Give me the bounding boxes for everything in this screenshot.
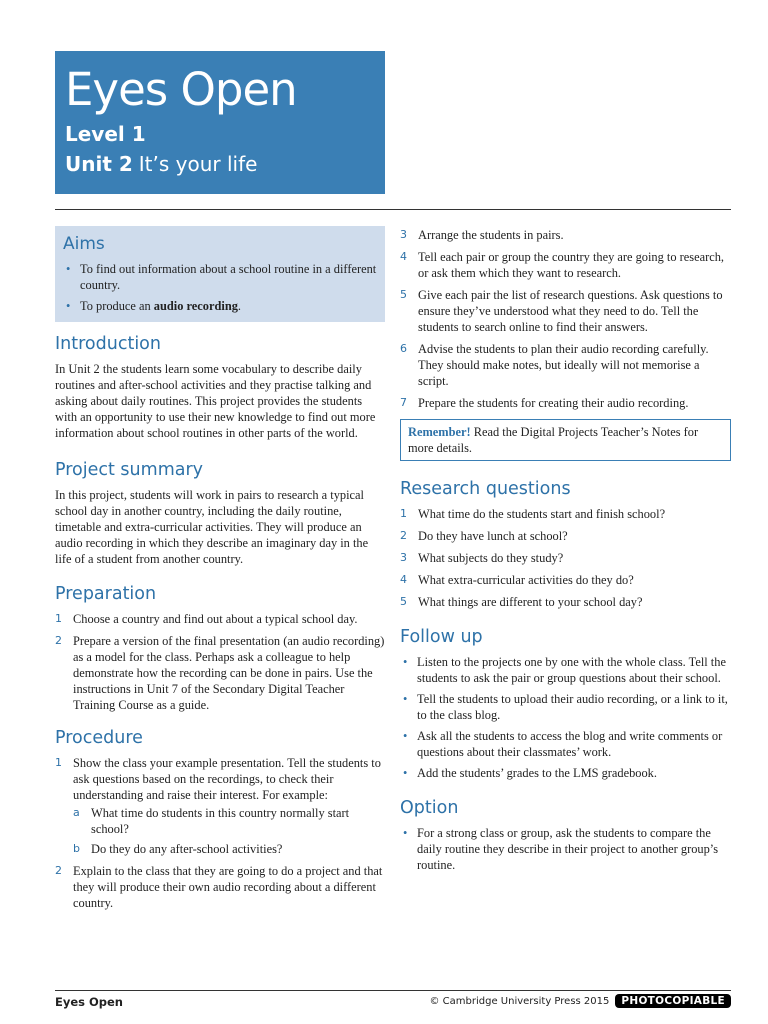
- item-text: What extra-curricular activities do they do?: [418, 573, 634, 587]
- item-number: 5: [400, 595, 407, 608]
- sub-item: [73, 805, 385, 837]
- introduction-text: In Unit 2 the students learn some vocabulary to describe daily routines and after-school activities and they practise talking and asking about daily routines. This project provides the students with an opportunity to use their new knowledge to find out more information about school routines in other parts of the world.: [55, 362, 376, 440]
- list-item: [400, 765, 732, 781]
- item-text: Do they have lunch at school?: [418, 529, 568, 543]
- item-text: Give each pair the list of research questions. Ask questions to ensure they’ve understood what they need to do. Tell the students to search online to find their answers.: [418, 288, 723, 334]
- procedure-list-right: [400, 227, 732, 411]
- list-item: [55, 611, 385, 627]
- unit-heading: [65, 149, 385, 179]
- item-text: Show the class your example presentation. Tell the students to ask questions based on the recordings, to check their understanding and raise their interest. For example:: [73, 756, 381, 802]
- item-text: Explain to the class that they are going to do a project and that they will produce their own audio recording about a different country.: [73, 864, 383, 910]
- remember-label: Remember!: [408, 425, 471, 439]
- aims-list: [63, 261, 377, 314]
- list-item: [63, 261, 377, 293]
- aims-box: [55, 226, 385, 322]
- list-item: [55, 863, 385, 911]
- item-text: Choose a country and find out about a typical school day.: [73, 612, 358, 626]
- item-text: Tell the students to upload their audio recording, or a link to it, to the class blog.: [417, 692, 728, 722]
- sub-item-letter: b: [73, 842, 80, 855]
- item-number: 6: [400, 342, 407, 355]
- item-number: 4: [400, 573, 407, 586]
- aim-bold-text: audio recording: [153, 299, 238, 313]
- left-column: [55, 226, 385, 917]
- right-column: [400, 227, 732, 878]
- item-number: 3: [400, 551, 407, 564]
- item-number: 5: [400, 288, 407, 301]
- research-questions-heading: Research questions: [400, 479, 571, 499]
- sub-item-letter: a: [73, 806, 80, 819]
- item-number: 3: [400, 228, 407, 241]
- list-item: [55, 633, 385, 713]
- list-item: [400, 654, 732, 686]
- procedure-heading: Procedure: [55, 728, 143, 748]
- item-text: Advise the students to plan their audio recording carefully. They should make notes, but ideally will not memorise a script.: [418, 342, 709, 388]
- list-item: [400, 341, 732, 389]
- list-item: [400, 691, 732, 723]
- list-item: [400, 249, 732, 281]
- procedure-sublist: [73, 805, 385, 857]
- follow-up-heading: Follow up: [400, 627, 483, 647]
- unit-label: Unit 2: [65, 152, 133, 176]
- item-text: For a strong class or group, ask the students to compare the daily routine they describe in their project to another group’s routine.: [417, 826, 719, 872]
- aims-title: Aims: [63, 234, 105, 254]
- item-text: Prepare a version of the final presentation (an audio recording) as a model for the class. Perhaps ask a colleague to help demonstrate how the recording can be done in pairs. Use the instructions in Unit 7 of the Secondary Digital Teacher Training Course as a guide.: [73, 634, 385, 712]
- project-summary-heading: Project summary: [55, 460, 204, 480]
- sub-item: [73, 841, 385, 857]
- header-banner: [55, 51, 385, 194]
- research-questions-list: [400, 506, 732, 610]
- follow-up-list: [400, 654, 732, 781]
- aim-text: To produce an: [80, 299, 154, 313]
- list-item: [400, 227, 732, 243]
- course-title: Eyes Open: [65, 63, 297, 116]
- item-text: Add the students’ grades to the LMS gradebook.: [417, 766, 657, 780]
- list-item: [400, 550, 732, 566]
- list-item: [55, 755, 385, 857]
- item-number: 1: [400, 507, 407, 520]
- aim-text: To find out information about a school routine in a different country.: [80, 262, 377, 292]
- sub-item-text: Do they do any after-school activities?: [91, 842, 283, 856]
- aim-text-end: .: [237, 299, 242, 313]
- list-item: [400, 594, 732, 610]
- top-divider: [55, 209, 731, 210]
- item-number: 7: [400, 396, 407, 409]
- preparation-heading: Preparation: [55, 584, 157, 604]
- list-item: [400, 825, 732, 873]
- copyright-text: © Cambridge University Press 2015: [429, 995, 610, 1007]
- item-number: 1: [55, 756, 62, 769]
- item-text: What time do the students start and finish school?: [418, 507, 666, 521]
- list-item: [400, 506, 732, 522]
- preparation-list: [55, 611, 385, 713]
- item-text: What things are different to your school day?: [418, 595, 643, 609]
- remember-box: [400, 419, 731, 461]
- list-item: [400, 528, 732, 544]
- footer-brand: Eyes Open: [55, 995, 123, 1009]
- item-text: What subjects do they study?: [418, 551, 564, 565]
- project-summary-text: In this project, students will work in pairs to research a typical school day in another country, including the daily routine, timetable and extra-curricular activities. They will produce an audio recording in which they describe an imaginary day in the life of a student from another country.: [55, 488, 369, 566]
- remember-text: Read the Digital Projects Teacher’s Notes for more details.: [408, 425, 699, 455]
- list-item: [400, 572, 732, 588]
- option-heading: Option: [400, 798, 459, 818]
- item-number: 4: [400, 250, 407, 263]
- item-number: 2: [400, 529, 407, 542]
- item-text: Listen to the projects one by one with the whole class. Tell the students to ask the pair or group questions about their school.: [417, 655, 726, 685]
- list-item: [400, 287, 732, 335]
- item-number: 2: [55, 634, 62, 647]
- list-item: [400, 395, 732, 411]
- list-item: [63, 298, 377, 314]
- introduction-heading: Introduction: [55, 334, 161, 354]
- item-text: Tell each pair or group the country they are going to research, or ask them which they want to research.: [418, 250, 725, 280]
- item-number: 1: [55, 612, 62, 625]
- procedure-list-left: [55, 755, 385, 911]
- photocopiable-badge: PHOTOCOPIABLE: [615, 994, 731, 1008]
- course-level: Level 1: [65, 122, 146, 146]
- item-text: Prepare the students for creating their audio recording.: [418, 396, 689, 410]
- option-list: [400, 825, 732, 873]
- footer-copyright-area: [430, 994, 732, 1008]
- bottom-divider: [55, 990, 731, 991]
- item-text: Ask all the students to access the blog and write comments or questions about their classmates’ work.: [417, 729, 723, 759]
- item-number: 2: [55, 864, 62, 877]
- unit-title: It’s your life: [138, 152, 258, 176]
- list-item: [400, 728, 732, 760]
- sub-item-text: What time do students in this country normally start school?: [91, 806, 350, 836]
- item-text: Arrange the students in pairs.: [418, 228, 564, 242]
